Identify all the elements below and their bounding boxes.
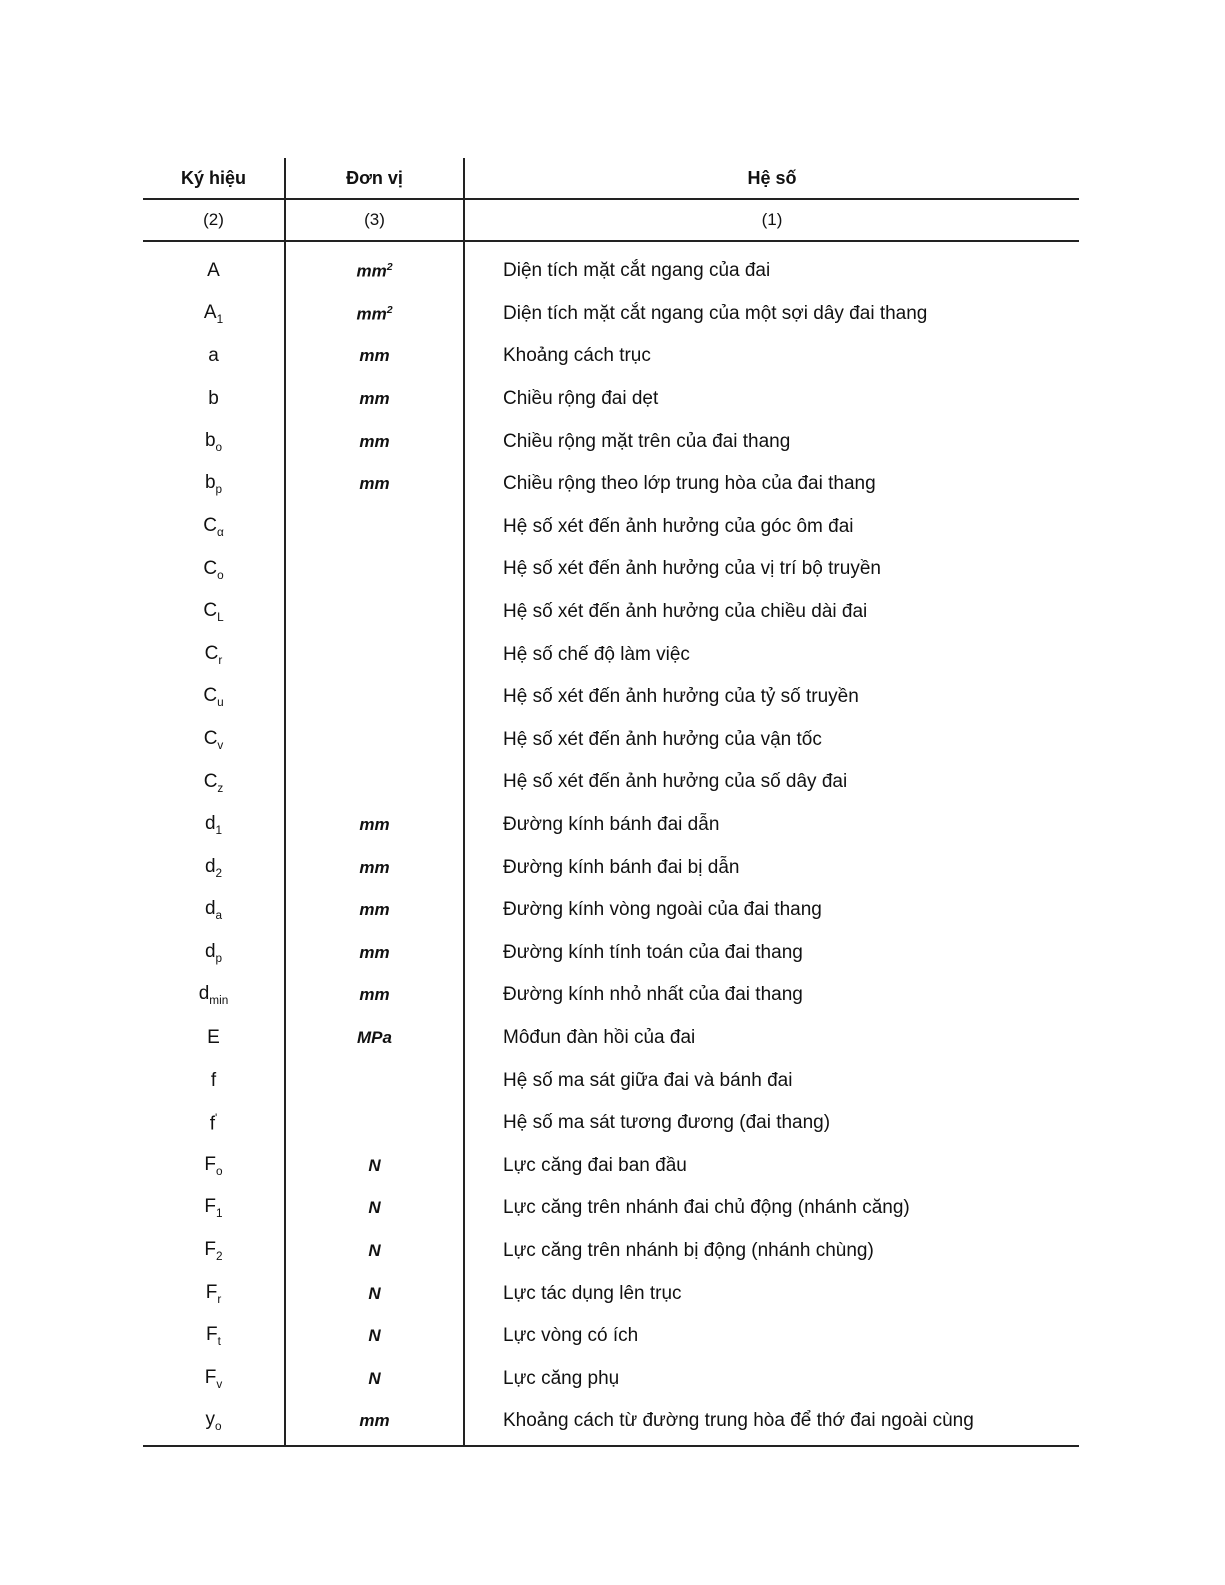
table-row — [143, 932, 1079, 975]
symbol-subscript: a — [215, 909, 223, 923]
description-cell: Môđun đàn hồi của đai — [464, 1017, 1079, 1060]
unit-text: mm — [356, 304, 387, 324]
symbol-cell — [143, 1315, 285, 1358]
symbol-cell — [143, 335, 285, 378]
unit-cell — [285, 378, 464, 421]
symbol-subscript: min — [209, 994, 229, 1008]
column-number-row — [143, 199, 1079, 241]
symbol-subscript: z — [217, 781, 224, 795]
unit-cell — [285, 633, 464, 676]
table-row — [143, 591, 1079, 634]
symbol-cell — [143, 506, 285, 549]
symbol-letter: d — [204, 940, 216, 962]
symbol-cell — [143, 804, 285, 847]
symbol-letter: F — [204, 1196, 217, 1218]
unit-superscript: 2 — [386, 260, 393, 273]
symbol-cell — [143, 633, 285, 676]
symbol-letter: d — [204, 898, 216, 920]
symbol-letter: C — [203, 600, 218, 622]
symbol-cell — [143, 846, 285, 889]
unit-text: mm — [359, 346, 390, 366]
table-row — [143, 335, 1079, 378]
unit-cell — [285, 506, 464, 549]
symbol-cell — [143, 932, 285, 975]
symbol-subscript: p — [215, 483, 223, 497]
symbol-subscript: r — [218, 653, 223, 667]
symbol-subscript: 1 — [216, 312, 224, 326]
symbol-letter: f — [209, 1112, 216, 1134]
symbol-cell — [143, 591, 285, 634]
table-header — [143, 158, 1079, 241]
symbol-letter: F — [204, 1366, 217, 1388]
symbol-subscript: o — [217, 568, 224, 582]
symbol-cell — [143, 1144, 285, 1187]
unit-cell — [285, 1357, 464, 1400]
symbol-letter: f — [210, 1069, 217, 1091]
unit-cell — [285, 591, 464, 634]
table-row — [143, 1144, 1079, 1187]
table-row — [143, 974, 1079, 1017]
table-row — [143, 463, 1079, 506]
symbol-table-container — [143, 158, 1079, 1447]
table-row — [143, 548, 1079, 591]
column-number-unit: (3) — [285, 199, 464, 241]
unit-cell — [285, 1102, 464, 1145]
symbol-letter: F — [204, 1239, 217, 1261]
unit-cell — [285, 241, 464, 293]
symbol-subscript: 2 — [216, 1249, 223, 1263]
column-number-description: (1) — [464, 199, 1079, 241]
unit-cell — [285, 1187, 464, 1230]
description-cell: Khoảng cách từ đường trung hòa để thớ đai ngoài cùng — [464, 1400, 1079, 1446]
unit-cell — [285, 889, 464, 932]
description-cell: Diện tích mặt cắt ngang của một sợi dây đai thang — [464, 293, 1079, 336]
symbol-letter: C — [204, 642, 219, 664]
unit-text: mm — [359, 942, 390, 962]
unit-text: mm — [359, 389, 390, 409]
symbol-letter: C — [203, 685, 218, 707]
unit-cell — [285, 293, 464, 336]
description-cell: Lực căng trên nhánh bị động (nhánh chùng) — [464, 1230, 1079, 1273]
table-row — [143, 761, 1079, 804]
symbol-cell — [143, 889, 285, 932]
description-cell: Lực căng trên nhánh đai chủ động (nhánh căng) — [464, 1187, 1079, 1230]
description-cell: Hệ số xét đến ảnh hưởng của số dây đai — [464, 761, 1079, 804]
symbol-letter: A — [207, 260, 220, 282]
symbol-subscript: t — [217, 1335, 221, 1349]
description-cell: Hệ số ma sát tương đương (đai thang) — [464, 1102, 1079, 1145]
symbol-letter: A — [203, 301, 217, 323]
unit-text: mm — [359, 815, 390, 835]
table-row — [143, 293, 1079, 336]
symbol-letter: F — [206, 1324, 218, 1346]
table-row — [143, 1187, 1079, 1230]
symbol-subscript: 2 — [215, 866, 223, 880]
description-cell: Đường kính nhỏ nhất của đai thang — [464, 974, 1079, 1017]
table-row — [143, 846, 1079, 889]
unit-cell — [285, 463, 464, 506]
unit-text: N — [368, 1240, 381, 1260]
description-cell: Hệ số xét đến ảnh hưởng của góc ôm đai — [464, 506, 1079, 549]
description-cell: Hệ số xét đến ảnh hưởng của chiều dài đai — [464, 591, 1079, 634]
description-cell: Lực vòng có ích — [464, 1315, 1079, 1358]
symbol-cell — [143, 293, 285, 336]
description-cell: Chiều rộng mặt trên của đai thang — [464, 420, 1079, 463]
symbol-subscript: 1 — [216, 1207, 223, 1221]
symbol-cell — [143, 1400, 285, 1446]
unit-text: mm — [359, 474, 390, 494]
table-row — [143, 1272, 1079, 1315]
symbol-letter: d — [204, 855, 216, 877]
unit-superscript: 2 — [386, 303, 393, 316]
description-cell: Hệ số chế độ làm việc — [464, 633, 1079, 676]
unit-text: N — [368, 1283, 381, 1303]
table-row — [143, 1357, 1079, 1400]
unit-cell — [285, 932, 464, 975]
symbol-cell — [143, 1059, 285, 1102]
unit-cell — [285, 335, 464, 378]
table-row — [143, 1230, 1079, 1273]
symbol-subscript: α — [216, 525, 224, 539]
unit-cell — [285, 974, 464, 1017]
symbol-letter: d — [198, 983, 210, 1005]
unit-text: mm — [359, 985, 390, 1005]
table-row — [143, 378, 1079, 421]
unit-text: mm — [359, 857, 390, 877]
unit-text: N — [368, 1198, 381, 1218]
symbol-subscript: p — [215, 951, 223, 965]
symbol-subscript: v — [216, 1377, 223, 1391]
symbol-letter: C — [203, 727, 218, 749]
description-cell: Hệ số xét đến ảnh hưởng của tỷ số truyền — [464, 676, 1079, 719]
description-cell: Chiều rộng theo lớp trung hòa của đai thang — [464, 463, 1079, 506]
symbol-subscript: L — [217, 610, 224, 624]
symbol-subscript: u — [217, 696, 224, 710]
description-cell: Đường kính tính toán của đai thang — [464, 932, 1079, 975]
table-row — [143, 676, 1079, 719]
symbol-letter: y — [205, 1409, 215, 1431]
symbol-letter: F — [204, 1153, 217, 1175]
unit-cell — [285, 676, 464, 719]
table-body — [143, 241, 1079, 1446]
unit-text: N — [368, 1155, 381, 1175]
header-description: Hệ số — [464, 158, 1079, 199]
unit-cell — [285, 420, 464, 463]
symbol-subscript: v — [217, 738, 224, 752]
symbol-cell — [143, 761, 285, 804]
table-row — [143, 506, 1079, 549]
description-cell: Khoảng cách trục — [464, 335, 1079, 378]
description-cell: Lực căng phụ — [464, 1357, 1079, 1400]
unit-cell — [285, 846, 464, 889]
description-cell: Đường kính bánh đai dẫn — [464, 804, 1079, 847]
symbol-cell — [143, 241, 285, 293]
table-row — [143, 633, 1079, 676]
header-unit: Đơn vị — [285, 158, 464, 199]
symbol-letter: d — [204, 813, 216, 835]
description-cell: Đường kính vòng ngoài của đai thang — [464, 889, 1079, 932]
unit-text: mm — [359, 900, 390, 920]
symbol-letter: b — [204, 472, 216, 494]
symbol-cell — [143, 1017, 285, 1060]
description-cell: Chiều rộng đai dẹt — [464, 378, 1079, 421]
symbol-letter: b — [204, 429, 216, 451]
unit-cell — [285, 804, 464, 847]
description-cell: Lực căng đai ban đầu — [464, 1144, 1079, 1187]
symbol-cell — [143, 420, 285, 463]
description-cell: Hệ số xét đến ảnh hưởng của vị trí bộ truyền — [464, 548, 1079, 591]
symbol-subscript: r — [217, 1292, 222, 1306]
table-row — [143, 1017, 1079, 1060]
symbol-table — [143, 158, 1079, 1447]
unit-cell — [285, 1230, 464, 1273]
symbol-subscript: o — [216, 1164, 223, 1178]
symbol-cell — [143, 1230, 285, 1273]
symbol-cell — [143, 378, 285, 421]
symbol-cell — [143, 463, 285, 506]
unit-text: N — [368, 1326, 381, 1346]
table-row — [143, 420, 1079, 463]
symbol-superscript: ' — [215, 1111, 218, 1125]
unit-cell — [285, 1400, 464, 1446]
column-number-symbol: (2) — [143, 199, 285, 241]
symbol-cell — [143, 548, 285, 591]
symbol-cell — [143, 1187, 285, 1230]
description-cell: Hệ số xét đến ảnh hưởng của vận tốc — [464, 719, 1079, 762]
unit-text: mm — [359, 431, 390, 451]
table-row — [143, 241, 1079, 293]
table-row — [143, 1315, 1079, 1358]
symbol-cell — [143, 1102, 285, 1145]
symbol-cell — [143, 974, 285, 1017]
unit-text: N — [368, 1368, 381, 1388]
symbol-cell — [143, 1357, 285, 1400]
description-cell: Hệ số ma sát giữa đai và bánh đai — [464, 1059, 1079, 1102]
symbol-cell — [143, 676, 285, 719]
unit-text: mm — [359, 1411, 390, 1431]
unit-cell — [285, 1017, 464, 1060]
description-cell: Diện tích mặt cắt ngang của đai — [464, 241, 1079, 293]
symbol-cell — [143, 1272, 285, 1315]
symbol-letter: C — [203, 770, 218, 792]
unit-cell — [285, 1272, 464, 1315]
table-row — [143, 719, 1079, 762]
symbol-letter: a — [208, 345, 219, 367]
table-row — [143, 1059, 1079, 1102]
unit-cell — [285, 548, 464, 591]
unit-text: mm — [356, 261, 387, 281]
table-row — [143, 1102, 1079, 1145]
description-cell: Lực tác dụng lên trục — [464, 1272, 1079, 1315]
symbol-subscript: o — [214, 1420, 222, 1434]
unit-cell — [285, 1059, 464, 1102]
unit-cell — [285, 1144, 464, 1187]
table-row — [143, 804, 1079, 847]
unit-text: MPa — [357, 1027, 392, 1047]
header-row — [143, 158, 1079, 199]
symbol-subscript: 1 — [215, 823, 223, 837]
unit-cell — [285, 761, 464, 804]
table-row — [143, 1400, 1079, 1446]
table-row — [143, 889, 1079, 932]
symbol-letter: C — [203, 514, 217, 536]
symbol-letter: C — [203, 557, 218, 579]
description-cell: Đường kính bánh đai bị dẫn — [464, 846, 1079, 889]
symbol-cell — [143, 719, 285, 762]
unit-cell — [285, 719, 464, 762]
symbol-letter: b — [208, 388, 219, 410]
unit-cell — [285, 1315, 464, 1358]
symbol-letter: E — [207, 1026, 220, 1048]
symbol-letter: F — [205, 1281, 218, 1303]
header-symbol: Ký hiệu — [143, 158, 285, 199]
symbol-subscript: o — [215, 440, 223, 454]
